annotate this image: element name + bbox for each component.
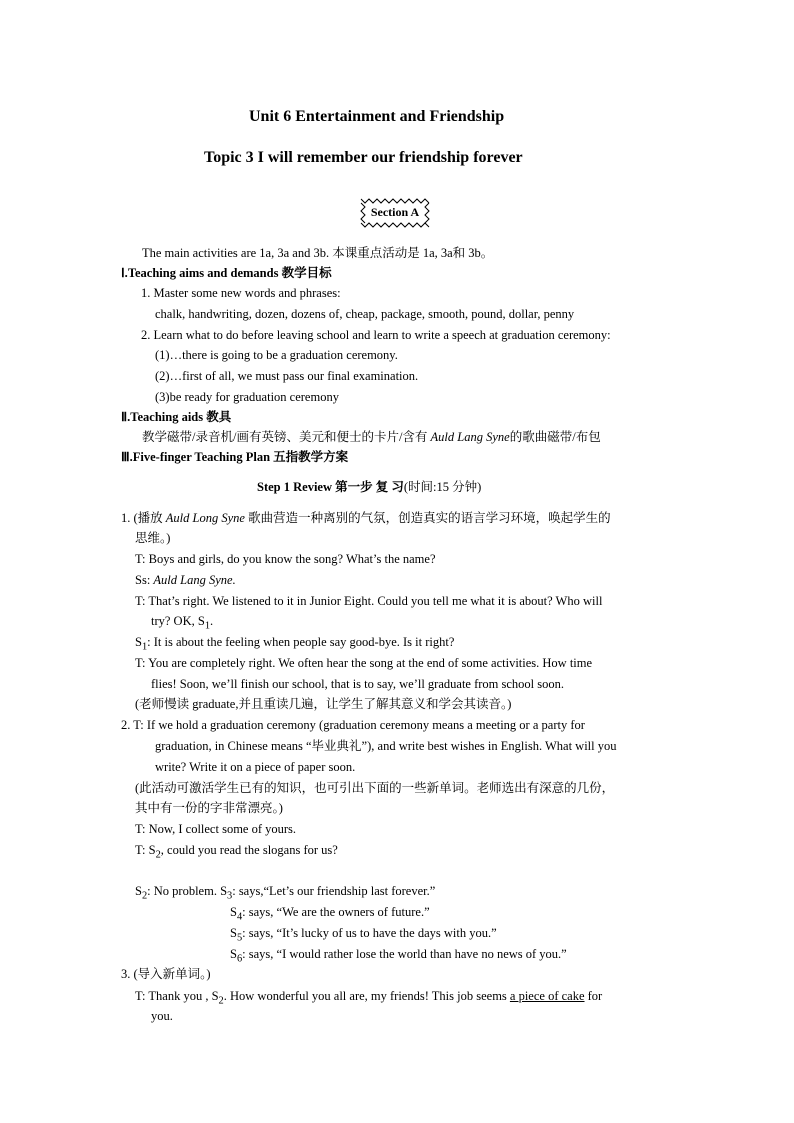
p1-lead: 1. (播放 [121, 511, 163, 525]
dialogue-line-cont [151, 613, 213, 635]
aim-item-1-words: chalk, handwriting, dozen, dozens of, cheap, package, smooth, pound, dollar, penny [155, 307, 575, 321]
subscript: 1 [204, 620, 211, 632]
aim-sub-2: (2)…first of all, we must pass our final examination. [155, 369, 419, 383]
dialogue-line [230, 925, 497, 947]
subscript: 2 [155, 849, 161, 861]
paragraph-3: 3. (导入新单词。) [121, 967, 211, 981]
subscript: 2 [218, 995, 224, 1007]
speaker: S [230, 905, 237, 919]
dialogue-text: : says, “We are the owners of future.” [242, 905, 430, 919]
dialogue-text: . [210, 614, 214, 628]
p1-song: Auld Long Syne [165, 511, 245, 525]
dialogue-text: : It is about the feeling when people say good-bye. Is it right? [147, 635, 455, 649]
aim-sub-1: (1)…there is going to be a graduation ceremony. [155, 348, 398, 362]
speaker: T: Thank you , S [135, 989, 219, 1003]
speaker: Ss: [135, 573, 151, 587]
heading-label-cn: 教学目标 [281, 266, 332, 280]
dialogue-line-cont: flies! Soon, we’ll finish our school, that is to say, we’ll graduate from school soon. [151, 677, 565, 691]
step-heading [257, 479, 481, 496]
aids-text: 教学磁带/录音机/画有英镑、美元和便士的卡片/含有 [142, 430, 428, 444]
heading-numeral: Ⅲ. [121, 450, 133, 464]
aids-song: Auld Lang Syne [430, 430, 510, 444]
heading-numeral: Ⅰ. [121, 266, 128, 280]
dialogue-text: for [587, 989, 603, 1003]
song-name: Auld Lang Syne. [153, 573, 236, 587]
section-label: Section A [370, 205, 420, 219]
heading-label: Teaching aids [130, 410, 204, 424]
step-time: (时间:15 分钟) [403, 480, 482, 494]
p1-text: 歌曲营造一种离别的气氛，创造真实的语言学习环境，唤起学生的 [248, 511, 611, 525]
subscript: 5 [236, 932, 243, 944]
heading-teaching-aims [121, 265, 332, 282]
dialogue-line [230, 904, 430, 926]
main-activities: The main activities are 1a, 3a and 3b. 本课重点活动是 1a, 3a和 3b。 [142, 246, 494, 260]
step-label-cn: 第一步 复 习 [335, 480, 404, 494]
section-badge [359, 196, 431, 230]
dialogue-text: : says, “I would rather lose the world than have no news of you.” [242, 947, 567, 961]
paragraph-1-cont: 思维。) [135, 531, 171, 545]
dialogue-line [230, 946, 567, 968]
heading-label: Five-finger Teaching Plan [132, 450, 271, 464]
teacher-note: (老师慢读 graduate,并且重读几遍，让学生了解其意义和学会其读音。) [135, 697, 512, 711]
paragraph-1 [121, 510, 611, 527]
step-label: Step 1 Review [257, 480, 332, 494]
heading-teaching-aids [121, 409, 231, 426]
aim-item-1: 1. Master some new words and phrases: [141, 286, 341, 300]
subscript: 1 [141, 641, 148, 653]
teacher-note: (此活动可激活学生已有的知识，也可引出下面的一些新单词。老师选出有深意的几份， [135, 781, 615, 795]
dialogue-text: : says,“Let’s our friendship last forever.” [232, 884, 436, 898]
dialogue-line [135, 842, 338, 864]
paragraph-2-cont: graduation, in Chinese means “毕业典礼”), and write best wishes in English. What will you [155, 739, 617, 753]
heading-label-cn: 五指教学方案 [273, 450, 349, 464]
heading-label-cn: 教具 [206, 410, 232, 424]
dialogue-line [135, 988, 602, 1010]
aids-text-tail: 的歌曲磁带/布包 [509, 430, 601, 444]
dialogue-text: : says, “It’s lucky of us to have the days with you.” [242, 926, 497, 940]
subscript: 4 [236, 911, 243, 923]
aim-sub-3: (3)be ready for graduation ceremony [155, 390, 339, 404]
unit-title: Unit 6 Entertainment and Friendship [249, 108, 505, 125]
dialogue-line [135, 883, 435, 905]
paragraph-2-cont: write? Write it on a piece of paper soon. [155, 760, 356, 774]
dialogue-line [135, 572, 236, 589]
underlined-phrase: a piece of cake [509, 989, 585, 1003]
dialogue-text: , could you read the slogans for us? [160, 843, 338, 857]
heading-teaching-plan [121, 449, 348, 466]
teaching-aids-list [142, 429, 601, 446]
dialogue-line: T: Now, I collect some of yours. [135, 822, 297, 836]
dialogue-line: T: You are completely right. We often hear the song at the end of some activities. How time [135, 656, 593, 670]
subscript: 2 [141, 890, 148, 902]
dialogue-text: try? OK, S [151, 614, 205, 628]
speaker: S [230, 926, 237, 940]
subscript: 6 [236, 953, 243, 965]
dialogue-text: : No problem. S [147, 884, 228, 898]
speaker: S [135, 884, 142, 898]
heading-label: Teaching aims and demands [127, 266, 279, 280]
dialogue-line: T: Boys and girls, do you know the song? What’s the name? [135, 552, 436, 566]
aim-item-2: 2. Learn what to do before leaving school and learn to write a speech at graduation ceremony: [141, 328, 611, 342]
dialogue-line-cont: you. [151, 1009, 173, 1023]
subscript: 3 [227, 890, 233, 902]
dialogue-line [135, 634, 454, 656]
teacher-note-cont: 其中有一份的字非常漂亮。) [135, 801, 283, 815]
speaker: S [135, 635, 142, 649]
topic-title: Topic 3 I will remember our friendship forever [204, 149, 523, 166]
paragraph-2: 2. T: If we hold a graduation ceremony (graduation ceremony means a meeting or a party for [121, 718, 585, 732]
dialogue-line: T: That’s right. We listened to it in Junior Eight. Could you tell me what it is about? Who will [135, 594, 603, 608]
speaker: T: S [135, 843, 156, 857]
heading-numeral: Ⅱ. [121, 410, 131, 424]
dialogue-text: . How wonderful you all are, my friends! This job seems [223, 989, 507, 1003]
speaker: S [230, 947, 237, 961]
